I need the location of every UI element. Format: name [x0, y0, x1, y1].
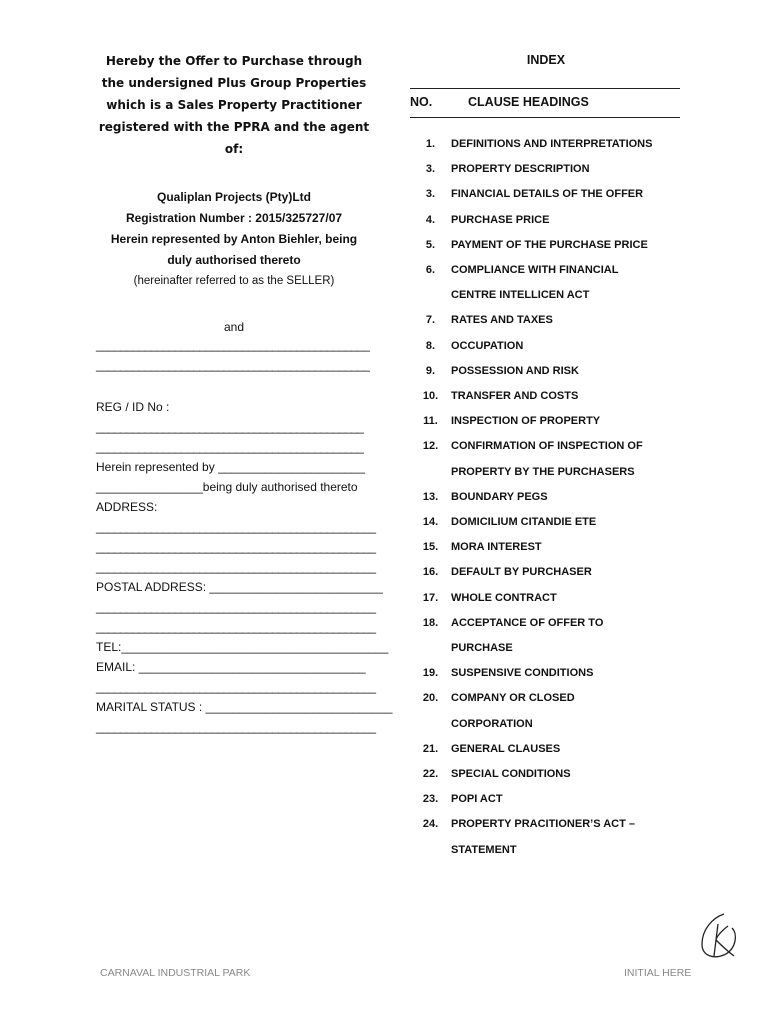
clause-heading: POPI ACT [451, 793, 503, 806]
address-line[interactable]: ______________________________________________ [96, 560, 376, 574]
clause-number [410, 283, 451, 308]
postal-address-line[interactable]: ______________________________________________ [96, 620, 376, 634]
initial-signature-icon [694, 910, 744, 964]
postal-address-label: POSTAL ADDRESS: [96, 580, 207, 594]
clause-item [410, 586, 682, 611]
seller-hereinafter: (hereinafter referred to as the SELLER) [133, 275, 335, 287]
clause-number: 3. [425, 188, 436, 201]
clause-number: 20. [422, 692, 439, 705]
party-details-column [96, 50, 393, 737]
clause-number: 6. [425, 264, 436, 277]
clause-number: 4. [425, 213, 436, 226]
marital-status-label: MARITAL STATUS : [96, 700, 203, 714]
clause-item [410, 258, 682, 283]
intro-line: Hereby the Offer to Purchase through [105, 54, 363, 68]
seller-name: Qualiplan Projects (Pty)Ltd [156, 190, 312, 204]
clause-number: 13. [422, 490, 439, 503]
clause-item [410, 460, 682, 485]
clause-item [410, 737, 682, 762]
clause-heading: COMPLIANCE WITH FINANCIAL [451, 264, 619, 277]
footer-right: INITIAL HERE [624, 967, 692, 979]
clause-number [410, 712, 451, 737]
clause-number: 17. [422, 591, 439, 604]
clause-item [410, 812, 682, 837]
duly-authorised-label: being duly authorised thereto [202, 480, 358, 494]
clause-heading: TRANSFER AND COSTS [451, 390, 579, 403]
clause-number: 1. [425, 138, 436, 150]
email-line[interactable]: __________________________________ [138, 660, 366, 674]
clause-item [410, 384, 682, 409]
clause-heading: PAYMENT OF THE PURCHASE PRICE [451, 238, 648, 251]
marital-status-line[interactable]: ____________________________ [205, 700, 393, 714]
clause-item [410, 409, 682, 434]
clause-list [410, 132, 682, 863]
clause-item [410, 787, 682, 812]
clause-heading: COMPANY OR CLOSED [451, 692, 575, 705]
clause-heading: DOMICILIUM CITANDIE ETE [451, 516, 597, 529]
clause-heading: MORA INTEREST [451, 541, 542, 554]
clause-number: 9. [425, 364, 436, 377]
clause-number: 19. [422, 667, 439, 680]
clause-number: 15. [422, 541, 439, 554]
postal-address-line[interactable]: ______________________________________________ [96, 600, 376, 614]
clause-number: 14. [422, 516, 439, 529]
clause-item [410, 686, 682, 711]
clause-item [410, 208, 682, 233]
purchaser-name-line[interactable]: _____________________________________________ [96, 338, 370, 352]
clause-heading: PROPERTY DESCRIPTION [451, 163, 590, 176]
clause-item [410, 132, 682, 157]
seller-block [96, 187, 372, 291]
clause-item [410, 560, 682, 585]
clause-item [410, 334, 682, 359]
clause-number: 10. [422, 390, 439, 403]
clause-heading: BOUNDARY PEGS [451, 490, 548, 503]
address-label: ADDRESS: [96, 500, 158, 514]
clause-heading: OCCUPATION [451, 339, 524, 352]
clause-heading: CENTRE INTELLICEN ACT [451, 289, 590, 302]
clause-number: 16. [422, 566, 439, 579]
clause-heading: FINANCIAL DETAILS OF THE OFFER [451, 188, 644, 201]
reg-id-label: REG / ID No : [96, 400, 170, 414]
tel-label: TEL: [96, 640, 122, 654]
marital-status-row [96, 697, 393, 717]
email-label: EMAIL: [96, 660, 136, 674]
clause-number: 8. [425, 339, 436, 352]
intro-line: which is a Sales Property Practitioner [106, 98, 362, 112]
clause-heading: RATES AND TAXES [451, 314, 553, 327]
clause-heading: INSPECTION OF PROPERTY [451, 415, 601, 428]
clause-number: 18. [422, 616, 439, 629]
index-header-rule [410, 117, 680, 118]
purchaser-name-line-2[interactable]: _____________________________________________ [96, 358, 370, 372]
clause-item [410, 661, 682, 686]
clause-item [410, 762, 682, 787]
clause-item [410, 182, 682, 207]
email-row [96, 657, 372, 677]
clause-item [410, 233, 682, 258]
address-line[interactable]: ______________________________________________ [96, 520, 376, 534]
clause-heading: ACCEPTANCE OF OFFER TO [451, 616, 604, 629]
seller-authorised-line: duly authorised thereto [167, 253, 301, 267]
clause-heading: PROPERTY PRACITIONER’S ACT – [451, 818, 635, 831]
postal-address-row [96, 577, 383, 597]
duly-authorised-row [96, 477, 372, 497]
clause-item [410, 838, 682, 863]
clause-number: 23. [422, 793, 439, 806]
clause-heading: CONFIRMATION OF INSPECTION OF [451, 440, 643, 453]
index-header-row [410, 89, 682, 115]
clause-item [410, 308, 682, 333]
clause-number: 22. [422, 768, 439, 781]
authorised-name-line[interactable]: ________________ [96, 480, 203, 494]
clause-heading: WHOLE CONTRACT [451, 591, 557, 604]
clause-number: 5. [425, 238, 436, 251]
intro-line: registered with the PPRA and the agent [98, 120, 370, 134]
clause-heading: GENERAL CLAUSES [451, 742, 561, 755]
intro-line: the undersigned Plus Group Properties [101, 76, 367, 90]
clause-item [410, 359, 682, 384]
clause-number [410, 460, 451, 485]
clause-heading: STATEMENT [451, 843, 517, 856]
index-title: INDEX [526, 53, 566, 67]
clause-heading: SPECIAL CONDITIONS [451, 768, 571, 781]
email-line-2[interactable]: ______________________________________________ [96, 680, 376, 694]
and-connector: and [223, 320, 245, 334]
clause-heading: PURCHASE [451, 642, 513, 655]
clause-item [410, 283, 682, 308]
clause-item [410, 434, 682, 459]
clause-heading: PURCHASE PRICE [451, 213, 550, 226]
postal-address-line[interactable]: __________________________ [209, 580, 383, 594]
clause-item [410, 712, 682, 737]
reg-id-line[interactable]: ____________________________________________ [96, 420, 364, 434]
address-line[interactable]: ______________________________________________ [96, 540, 376, 554]
offer-intro [96, 50, 372, 160]
represented-by-label: Herein represented by [96, 460, 215, 474]
clause-number: 3. [425, 163, 436, 176]
clause-number: 21. [422, 742, 439, 755]
represented-by-line[interactable]: ______________________ [218, 460, 365, 474]
clause-item [410, 636, 682, 661]
clause-number: 11. [423, 415, 438, 428]
clause-heading: DEFAULT BY PURCHASER [451, 566, 592, 579]
reg-id-line-2[interactable]: ____________________________________________ [96, 440, 364, 454]
tel-line[interactable]: ________________________________________ [121, 640, 389, 654]
seller-represented-line: Herein represented by Anton Biehler, being [110, 232, 358, 246]
clause-number: 24. [422, 818, 439, 831]
clause-heading: PROPERTY BY THE PURCHASERS [451, 465, 635, 478]
tel-row [96, 637, 389, 657]
clause-number [410, 636, 451, 661]
clause-number: 12. [422, 440, 439, 453]
clause-item [410, 535, 682, 560]
footer-left: CARNAVAL INDUSTRIAL PARK [100, 967, 251, 979]
col-no-header: NO. [410, 95, 433, 109]
index-column [410, 50, 682, 863]
clause-item [410, 510, 682, 535]
clause-item [410, 485, 682, 510]
represented-by-row [96, 457, 372, 477]
seller-registration: Registration Number : 2015/325727/07 [125, 211, 343, 225]
clause-heading: DEFINITIONS AND INTERPRETATIONS [451, 138, 653, 150]
col-heading-header: CLAUSE HEADINGS [468, 95, 589, 109]
clause-item [410, 157, 682, 182]
clause-item [410, 611, 682, 636]
intro-line: of: [224, 142, 244, 156]
clause-heading: CORPORATION [451, 717, 533, 730]
clause-heading: POSSESSION AND RISK [451, 364, 579, 377]
clause-number [410, 838, 451, 863]
clause-number: 7. [425, 314, 436, 327]
clause-heading: SUSPENSIVE CONDITIONS [451, 667, 594, 680]
marital-status-line-2[interactable]: ______________________________________________ [96, 720, 376, 734]
